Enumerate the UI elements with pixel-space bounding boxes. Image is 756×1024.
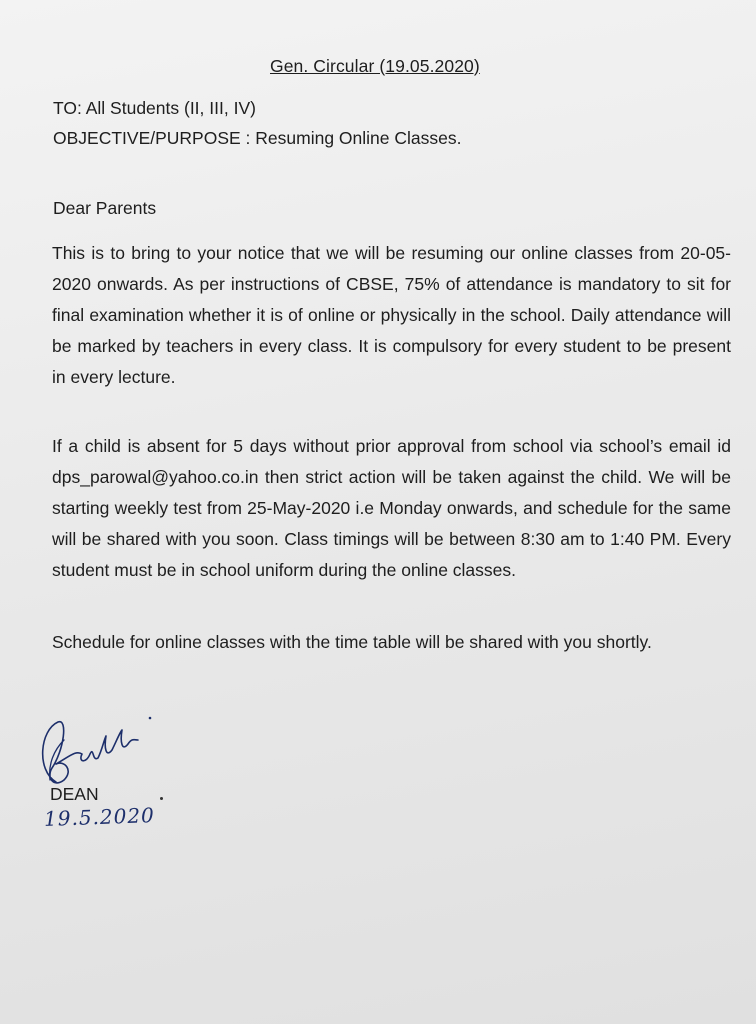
handwritten-date: 19.5.2020 [43, 803, 156, 831]
salutation: Dear Parents [53, 198, 157, 218]
ink-dot [160, 797, 163, 800]
body-paragraph: If a child is absent for 5 days without prior approval from school via school’s email id dps_parowal@yahoo.co.in then strict action will be taken against the child. We will be starting weekly test from 25-May-2020 i.e Monday onwards, and schedule for the same will be shared with you soon. Class timings will be between 8:30 am to 1:40 PM. Every student must be in school uniform during the online classes. [52, 436, 731, 580]
body-paragraph: This is to bring to your notice that we will be resuming our online classes from 20-05-2020 onwards. As per instructions of CBSE, 75% of attendance is mandatory to sit for final examination whether it is of online or physically in the school. Daily attendance will be marked by teachers in every class. It is compulsory for every student to be present in every lecture. [52, 243, 731, 387]
circular-title: Gen. Circular (19.05.2020) [270, 56, 480, 76]
body-paragraph: Schedule for online classes with the time table will be shared with you shortly. [52, 632, 652, 652]
recipients-line: TO: All Students (II, III, IV) [53, 98, 256, 118]
objective-line: OBJECTIVE/PURPOSE : Resuming Online Classes. [53, 128, 462, 148]
signatory-role: DEAN [50, 784, 99, 804]
